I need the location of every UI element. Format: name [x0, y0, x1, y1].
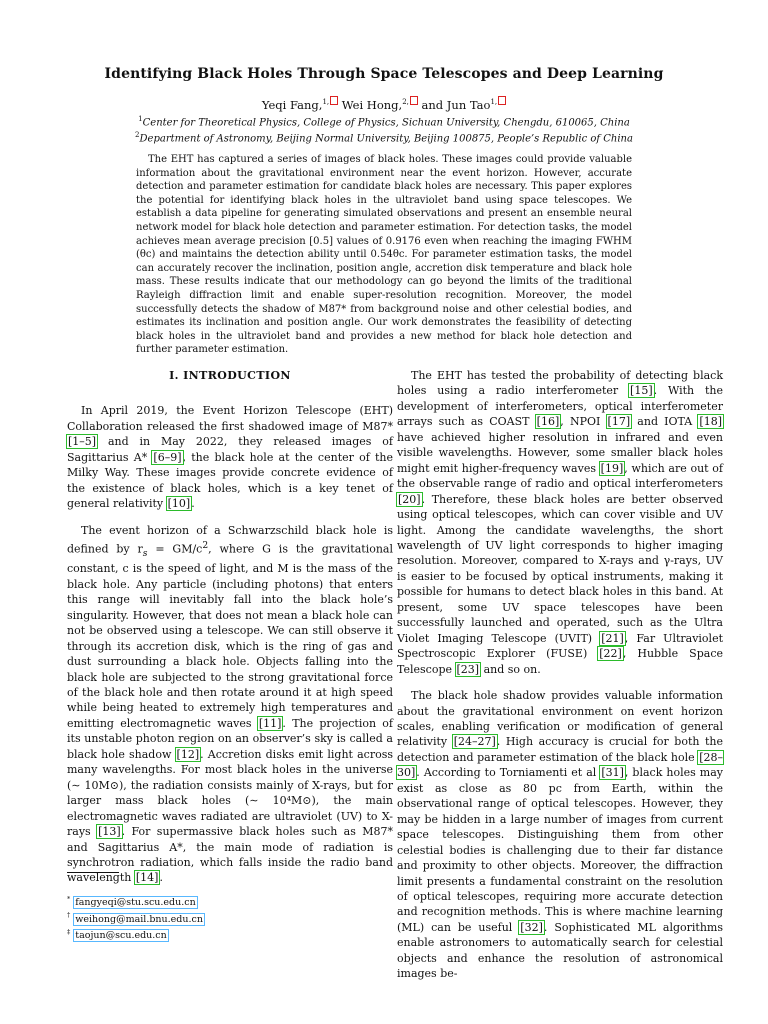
author-name: Yeqi Fang,	[261, 98, 323, 112]
citation-link[interactable]: [16]	[536, 415, 560, 429]
footnote: † weihong@mail.bnu.edu.cn	[67, 911, 203, 925]
footnote: * fangyeqi@stu.scu.edu.cn	[67, 895, 196, 909]
citation-link[interactable]: [24–27]	[453, 735, 496, 749]
author-affil-mark: 2,	[402, 98, 409, 107]
left-column	[67, 368, 393, 897]
citation-link[interactable]: [6–9]	[153, 450, 182, 464]
citation-link[interactable]: [11]	[258, 716, 282, 730]
footnote: ‡ taojun@scu.edu.cn	[67, 927, 167, 941]
section-heading	[67, 368, 393, 383]
author-list	[0, 96, 768, 112]
citation-link[interactable]: [20]	[398, 492, 421, 506]
citation-link[interactable]: [17]	[607, 415, 631, 429]
author-affil-mark: 1,	[322, 98, 330, 107]
citation-link[interactable]: [31]	[601, 766, 624, 780]
affiliation-text: Department of Astronomy, Beijing Normal University, Beijing 100875, People’s Republic of China	[139, 133, 633, 145]
footnote-link-icon[interactable]	[330, 96, 338, 105]
citation-link[interactable]: [19]	[600, 461, 624, 475]
abstract: The EHT has captured a series of images of black holes. These images could provide valuable information about the gravitational environment near the event horizon. However, accurate detection and parameter estimation for candidate black holes are necessary. This paper explores the potential for identifying black holes in the ultraviolet band using space telescopes. We establish a data pipeline for generating simulated observations and present an ensemble neural network model for black hole detection and parameter estimation. For detection tasks, the model achieves mean average precision [0.5] values of 0.9176 even when reaching the imaging FWHM (θc) and maintains the detection ability until 0.54θc. For parameter estimation tasks, the model can accurately recover the inclination, position angle, accretion disk temperature and black hole mass. These results indicate that our methodology can go beyond the limits of the traditional Rayleigh diffraction limit and enable super-resolution recognition. Moreover, the model successfully detects the shadow of M87* from background noise and other celestial bodies, and estimates its inclination and position angle. Our work demonstrates the feasibility of detecting black holes in the ultraviolet band and provides a new method for black hole detection and further parameter estimation.	[136, 154, 632, 356]
paragraph: The black hole shadow provides valuable information about the gravitational environment on event horizon scales, enabling verification or modification of general relativity [24–27]. High accuracy is crucial for both the detection and parameter estimation of the black hole [28–30]. According to Torniamenti et al [31], black holes may exist as close as 80 pc from Earth, within the observational range of optical telescopes. However, they may be hidden in a large number of images from current space telescopes. Distinguishing them from other celestial bodies is challenging due to their far distance and proximity to other objects. Moreover, the diffraction limit presents a fundamental constraint on the resolution of optical telescopes, requiring more accurate detection and recognition methods. This is where machine learning (ML) can be useful [32]. Sophisticated ML algorithms enable astronomers to automatically search for celestial objects and enhance the resolution of astronomical images be-	[397, 689, 724, 981]
citation-link[interactable]: [14]	[135, 871, 159, 885]
affiliation-2	[0, 131, 768, 144]
affiliation-number: 1	[138, 115, 143, 123]
paragraph: The event horizon of a Schwarzschild black hole is defined by $r_s = GM/c^2$, where G is the gravitational constant, c is the speed of light, and M is the mass of the black hole. Any particle (including photons) that enters this range will inevitably fall into the black hole’s singularity. However, that does not mean a black hole can not be observed using a telescope. We can still observe it through its accretion disk, which is the ring of gas and dust surrounding a black hole. Objects falling into the black hole are subjected to the strong gravitational force of the black hole and then rotate around it at high speed while being heated to extremely high temperatures and emitting electromagnetic waves [11]. The projection of its unstable photon region on an observer’s sky is called a black hole shadow [12]. Accretion disks emit light across many wavelengths. For most black holes in the universe (∼ 10M⊙), the radiation consists mainly of X-rays, but for larger mass black holes (∼ 10⁴M⊙), the main electromagnetic waves radiated are ultraviolet (UV) to X-rays [13]. For supermassive black holes such as M87* and Sagittarius A*, the main mode of radiation is synchrotron radiation, which falls inside the radio band wavelength [14].	[67, 523, 394, 885]
citation-link[interactable]: [23]	[456, 662, 480, 676]
email-link[interactable]: taojun@scu.edu.cn	[75, 929, 167, 941]
footnote-link-icon[interactable]	[410, 96, 418, 105]
author-name: Wei Hong,	[341, 98, 403, 112]
paper-title: Identifying Black Holes Through Space Telescopes and Deep Learning	[104, 66, 664, 82]
footnote-link-icon[interactable]	[498, 96, 506, 105]
email-link[interactable]: fangyeqi@stu.scu.edu.cn	[75, 897, 196, 909]
footnotes	[67, 893, 204, 942]
affiliation-1	[0, 115, 768, 128]
email-link[interactable]: weihong@mail.bnu.edu.cn	[75, 913, 203, 925]
citation-link[interactable]: [22]	[599, 647, 622, 661]
affiliation-text: Center for Theoretical Physics, College of Physics, Sichuan University, Chengdu, 610065, China	[142, 117, 630, 129]
author-affil-mark: 1,	[490, 98, 498, 107]
citation-link[interactable]: [10]	[167, 497, 191, 511]
citation-link[interactable]: [1–5]	[68, 435, 97, 449]
citation-link[interactable]: [13]	[98, 825, 121, 839]
citation-link[interactable]: [15]	[630, 384, 653, 398]
citation-link[interactable]: [18]	[699, 415, 722, 429]
paragraph: In April 2019, the Event Horizon Telescope (EHT) Collaboration released the first shadowed image of M87* [1–5] and in May 2022, they released images of Sagittarius A* [6–9], the black hole at the center of the Milky Way. These images provide concrete evidence of the existence of black holes, which is a key tenet of general relativity [10].	[67, 404, 393, 511]
citation-link[interactable]: [32]	[520, 920, 543, 934]
citation-link[interactable]: [28–30]	[397, 750, 723, 780]
section-number: I.	[169, 369, 179, 382]
paragraph: The EHT has tested the probability of detecting black holes using a radio interferometer [15]. With the development of interferometers, optical interferometer arrays such as COAST [16], NPOI [17] and IOTA [18] have achieved higher resolution in infrared and even visible wavelengths. However, some smaller black holes might emit higher-frequency waves [19], which are out of the observable range of radio and optical interferometers [20]. Therefore, these black holes are better observed using optical telescopes, which can cover visible and UV light. Among the candidate wavelengths, the short wavelength of UV light corresponds to higher imaging resolution. Moreover, compared to X-rays and γ-rays, UV is easier to be focused by optical instruments, making it possible for humans to detect black holes in this band. At present, some UV space telescopes have been successfully launched and operated, such as the Ultra Violet Imaging Telescope (UVIT) [21], Far Ultraviolet Spectroscopic Explorer (FUSE) [22], Hubble Space Telescope [23] and so on.	[397, 369, 724, 676]
section-title: INTRODUCTION	[183, 369, 291, 382]
citation-link[interactable]: [12]	[176, 747, 200, 761]
footnote-rule	[67, 872, 119, 873]
right-column	[397, 368, 723, 993]
author-name: and Jun Tao	[421, 98, 491, 112]
citation-link[interactable]: [21]	[601, 631, 624, 645]
affiliation-number: 2	[135, 131, 140, 139]
